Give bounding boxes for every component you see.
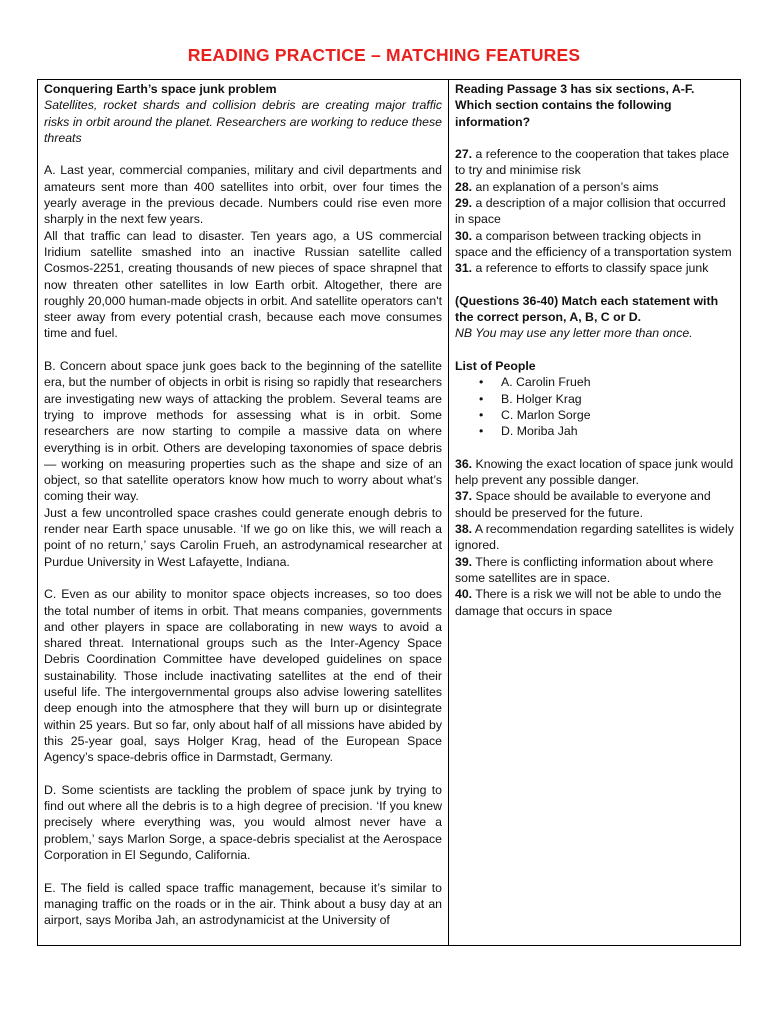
statement-text: There is conflicting information about where some satellites are in space. bbox=[455, 554, 714, 585]
question-number: 31. bbox=[455, 261, 473, 276]
bullet-icon: • bbox=[479, 424, 484, 439]
question-number: 30. bbox=[455, 228, 473, 243]
spacer bbox=[44, 342, 442, 358]
statement-item bbox=[455, 586, 734, 619]
list-item bbox=[479, 407, 734, 423]
question-text: a reference to the cooperation that takes place to try and minimise risk bbox=[455, 147, 730, 178]
people-list bbox=[455, 374, 734, 439]
passage-column bbox=[38, 80, 449, 945]
spacer bbox=[44, 570, 442, 586]
question-text: a comparison between tracking objects in space and the efficiency of a transportation system bbox=[455, 228, 732, 259]
question-number: 27. bbox=[455, 147, 473, 162]
statement-number: 38. bbox=[455, 522, 473, 537]
bullet-icon: • bbox=[479, 407, 484, 422]
statement-text: There is a risk we will not be able to undo the damage that occurs in space bbox=[455, 587, 722, 618]
question-item bbox=[455, 179, 734, 195]
passage-paragraph-a2: All that traffic can lead to disaster. Ten years ago, a US commercial Iridium satellite smashed into an inactive Russian satellite called Cosmos-2251, creating thousands of new pieces of space shrapnel that now threaten other satellites in low Earth orbit. Altogether, there are roughly 20,000 human-made objects in orbit. And satellite operators can't steer away from every potential crash, because each move consumes time and fuel. bbox=[44, 228, 442, 341]
question-item bbox=[455, 260, 734, 276]
statement-item bbox=[455, 456, 734, 489]
passage-paragraph-d: D. Some scientists are tackling the problem of space junk by trying to find out where all the debris is to a high degree of precision. ‘If you knew precisely where everything was, you would almost never have a problem,’ says Marlon Sorge, a space-debris specialist at the Aerospace Corporation in El Segundo, California. bbox=[44, 782, 442, 862]
content-table bbox=[37, 79, 741, 946]
questions-column bbox=[449, 80, 740, 945]
passage-subtitle: Satellites, rocket shards and collision debris are creating major traffic risks in orbit around the planet. Researchers are working to reduce these threats bbox=[44, 98, 442, 145]
statement-text: Knowing the exact location of space junk would help prevent any possible danger. bbox=[455, 456, 734, 488]
spacer bbox=[455, 342, 734, 358]
question-text: a reference to efforts to classify space junk bbox=[472, 261, 709, 276]
statement-number: 39. bbox=[455, 554, 473, 569]
passage-paragraph-c: C. Even as our ability to monitor space objects increases, so too does the total number of items in orbit. That means companies, governments and other players in space are collaborating in new ways to avoid a shared threat. International groups such as the Inter-Agency Space Debris Coordination Committee have developed guidelines on space sustainability. Those include inactivating satellites at the end of their useful life. The intergovernmental groups also advise lowering satellites deep enough into the atmosphere that they will burn up or disintegrate within 25 years. But so far, only about half of all missions have abided by this 25-year goal, says Holger Krag, head of the European Space Agency’s space-debris office in Darmstadt, Germany. bbox=[44, 587, 442, 765]
question-item bbox=[455, 146, 734, 179]
spacer bbox=[44, 146, 442, 162]
question-number: 29. bbox=[455, 196, 473, 211]
matching-note: NB You may use any letter more than once. bbox=[455, 326, 693, 341]
questions-intro-line1: Reading Passage 3 has six sections, A-F. bbox=[455, 82, 695, 96]
statement-item bbox=[455, 488, 734, 521]
statement-text: Space should be available to everyone and should be preserved for the future. bbox=[455, 489, 711, 520]
list-item bbox=[479, 374, 734, 390]
question-item bbox=[455, 195, 734, 228]
question-text: a description of a major collision that occurred in space bbox=[455, 196, 726, 227]
bullet-icon: • bbox=[479, 375, 484, 390]
passage-paragraph-e: E. The field is called space traffic management, because it’s similar to managing traffic on the roads or in the air. Think about a busy day at an airport, says Moriba Jah, an astrodynamicist at the University of bbox=[44, 880, 442, 928]
question-text: an explanation of a person’s aims bbox=[472, 179, 659, 194]
person-name: D. Moriba Jah bbox=[501, 424, 578, 439]
statement-item bbox=[455, 554, 734, 587]
spacer bbox=[44, 863, 442, 879]
spacer bbox=[455, 440, 734, 456]
people-heading: List of People bbox=[455, 359, 536, 374]
passage-paragraph-b2: Just a few uncontrolled space crashes could generate enough debris to render near Earth space unusable. ‘If we go on like this, we will reach a point of no return,’ says Carolin Frueh, an astrodynamical researcher at Purdue University in West Lafayette, Indiana. bbox=[44, 505, 442, 569]
passage-paragraph-b: B. Concern about space junk goes back to the beginning of the satellite era, but the number of objects in orbit is rising so rapidly that researchers are investigating new ways of attacking the problem. Several teams are trying to improve methods for assessing what is in orbit. Some researchers are now starting to compile a massive data on where everything is in orbit. Others are developing taxonomies of space debris — working on measuring properties such as the shape and size of an object, so that satellite operators know how much to worry about what’s coming their way. bbox=[44, 359, 442, 504]
statement-number: 40. bbox=[455, 587, 473, 602]
spacer bbox=[44, 765, 442, 781]
document-title: READING PRACTICE – MATCHING FEATURES bbox=[187, 45, 581, 65]
matching-instruction: (Questions 36-40) Match each statement with the correct person, A, B, C or D. bbox=[455, 293, 719, 325]
bullet-icon: • bbox=[479, 391, 484, 406]
statement-item bbox=[455, 521, 734, 554]
spacer bbox=[455, 277, 734, 293]
list-item bbox=[479, 391, 734, 407]
questions-intro-line2: Which section contains the following information? bbox=[455, 98, 672, 129]
statement-number: 36. bbox=[455, 456, 473, 471]
question-item bbox=[455, 228, 734, 261]
passage-heading: Conquering Earth’s space junk problem bbox=[44, 82, 277, 96]
question-number: 28. bbox=[455, 179, 473, 194]
person-name: B. Holger Krag bbox=[501, 391, 582, 406]
statement-number: 37. bbox=[455, 489, 473, 504]
spacer bbox=[455, 130, 734, 146]
statement-text: A recommendation regarding satellites is widely ignored. bbox=[455, 522, 734, 553]
person-name: C. Marlon Sorge bbox=[501, 407, 591, 422]
passage-paragraph-a: A. Last year, commercial companies, military and civil departments and amateurs sent more than 400 satellites into orbit, over four times the yearly average in the previous decade. Numbers could rise even more sharply in the next few years. bbox=[44, 163, 442, 227]
list-item bbox=[479, 423, 734, 439]
person-name: A. Carolin Frueh bbox=[501, 375, 591, 390]
